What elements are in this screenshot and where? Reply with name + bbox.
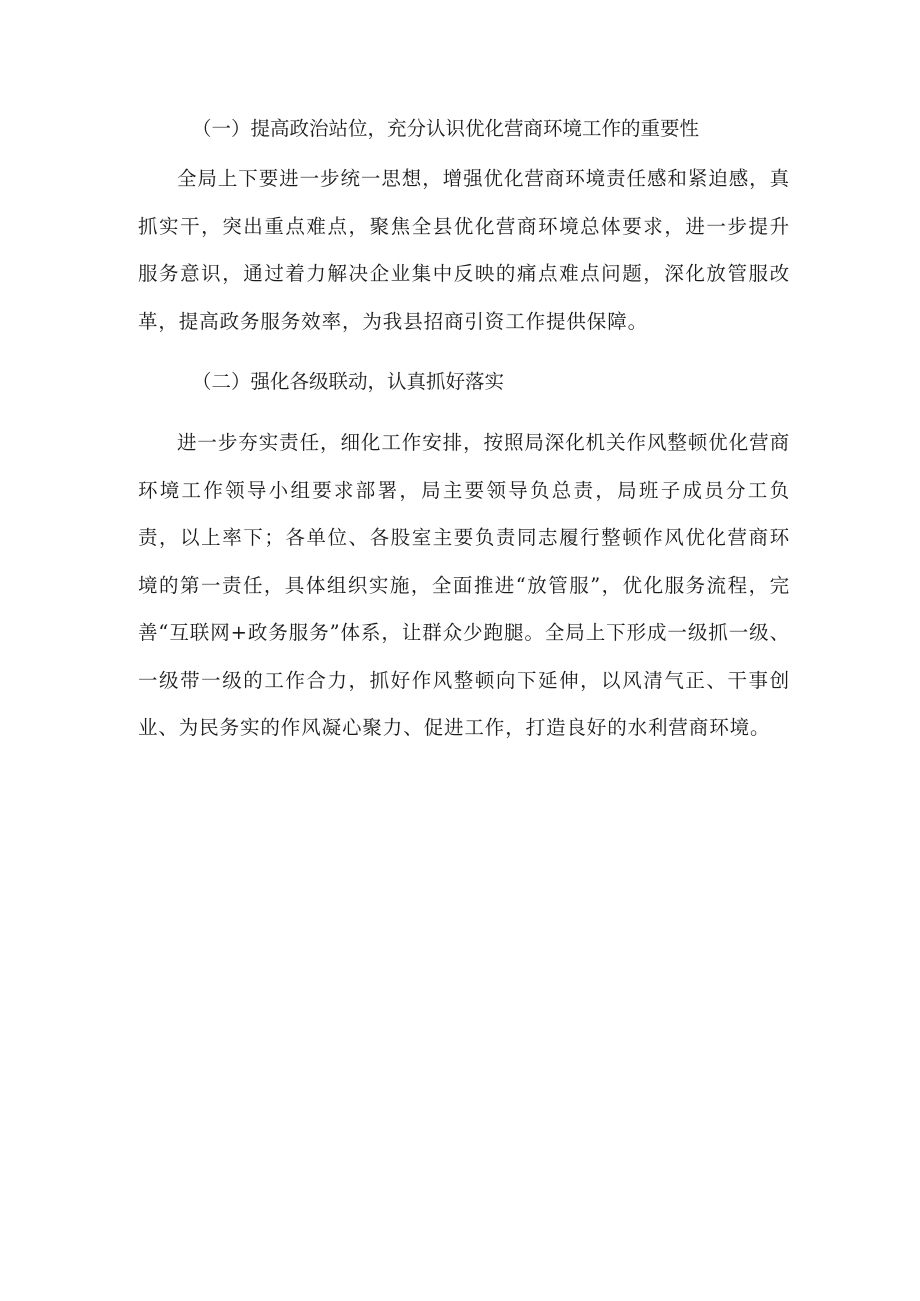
- section-paragraph-1: 全局上下要进一步统一思想，增强优化营商环境责任感和紧迫感，真抓实干，突出重点难点，聚焦全县优化营商环境总体要求，进一步提升服务意识，通过着力解决企业集中反映的痛点难点问题，深化放管服改革，提高政务服务效率，为我县招商引资工作提供保障。: [138, 167, 790, 333]
- section-paragraph-2: 进一步夯实责任，细化工作安排，按照局深化机关作风整顿优化营商环境工作领导小组要求部署，局主要领导负总责，局班子成员分工负责，以上率下；各单位、各股室主要负责同志履行整顿作风优化营商环境的第一责任，具体组织实施，全面推进“放管服”，优化服务流程，完善“互联网+政务服务”体系，让群众少跑腿。全局上下形成一级抓一级、一级带一级的工作合力，抓好作风整顿向下延伸，以风清气正、干事创业、为民务实的作风凝心聚力、促进工作，打造良好的水利营商环境。: [138, 431, 790, 739]
- section-heading-2: （二）强化各级联动，认真抓好落实: [192, 370, 505, 393]
- section-heading-1: （一）提高政治站位，充分认识优化营商环境工作的重要性: [192, 117, 700, 140]
- document-body: [138, 106, 790, 752]
